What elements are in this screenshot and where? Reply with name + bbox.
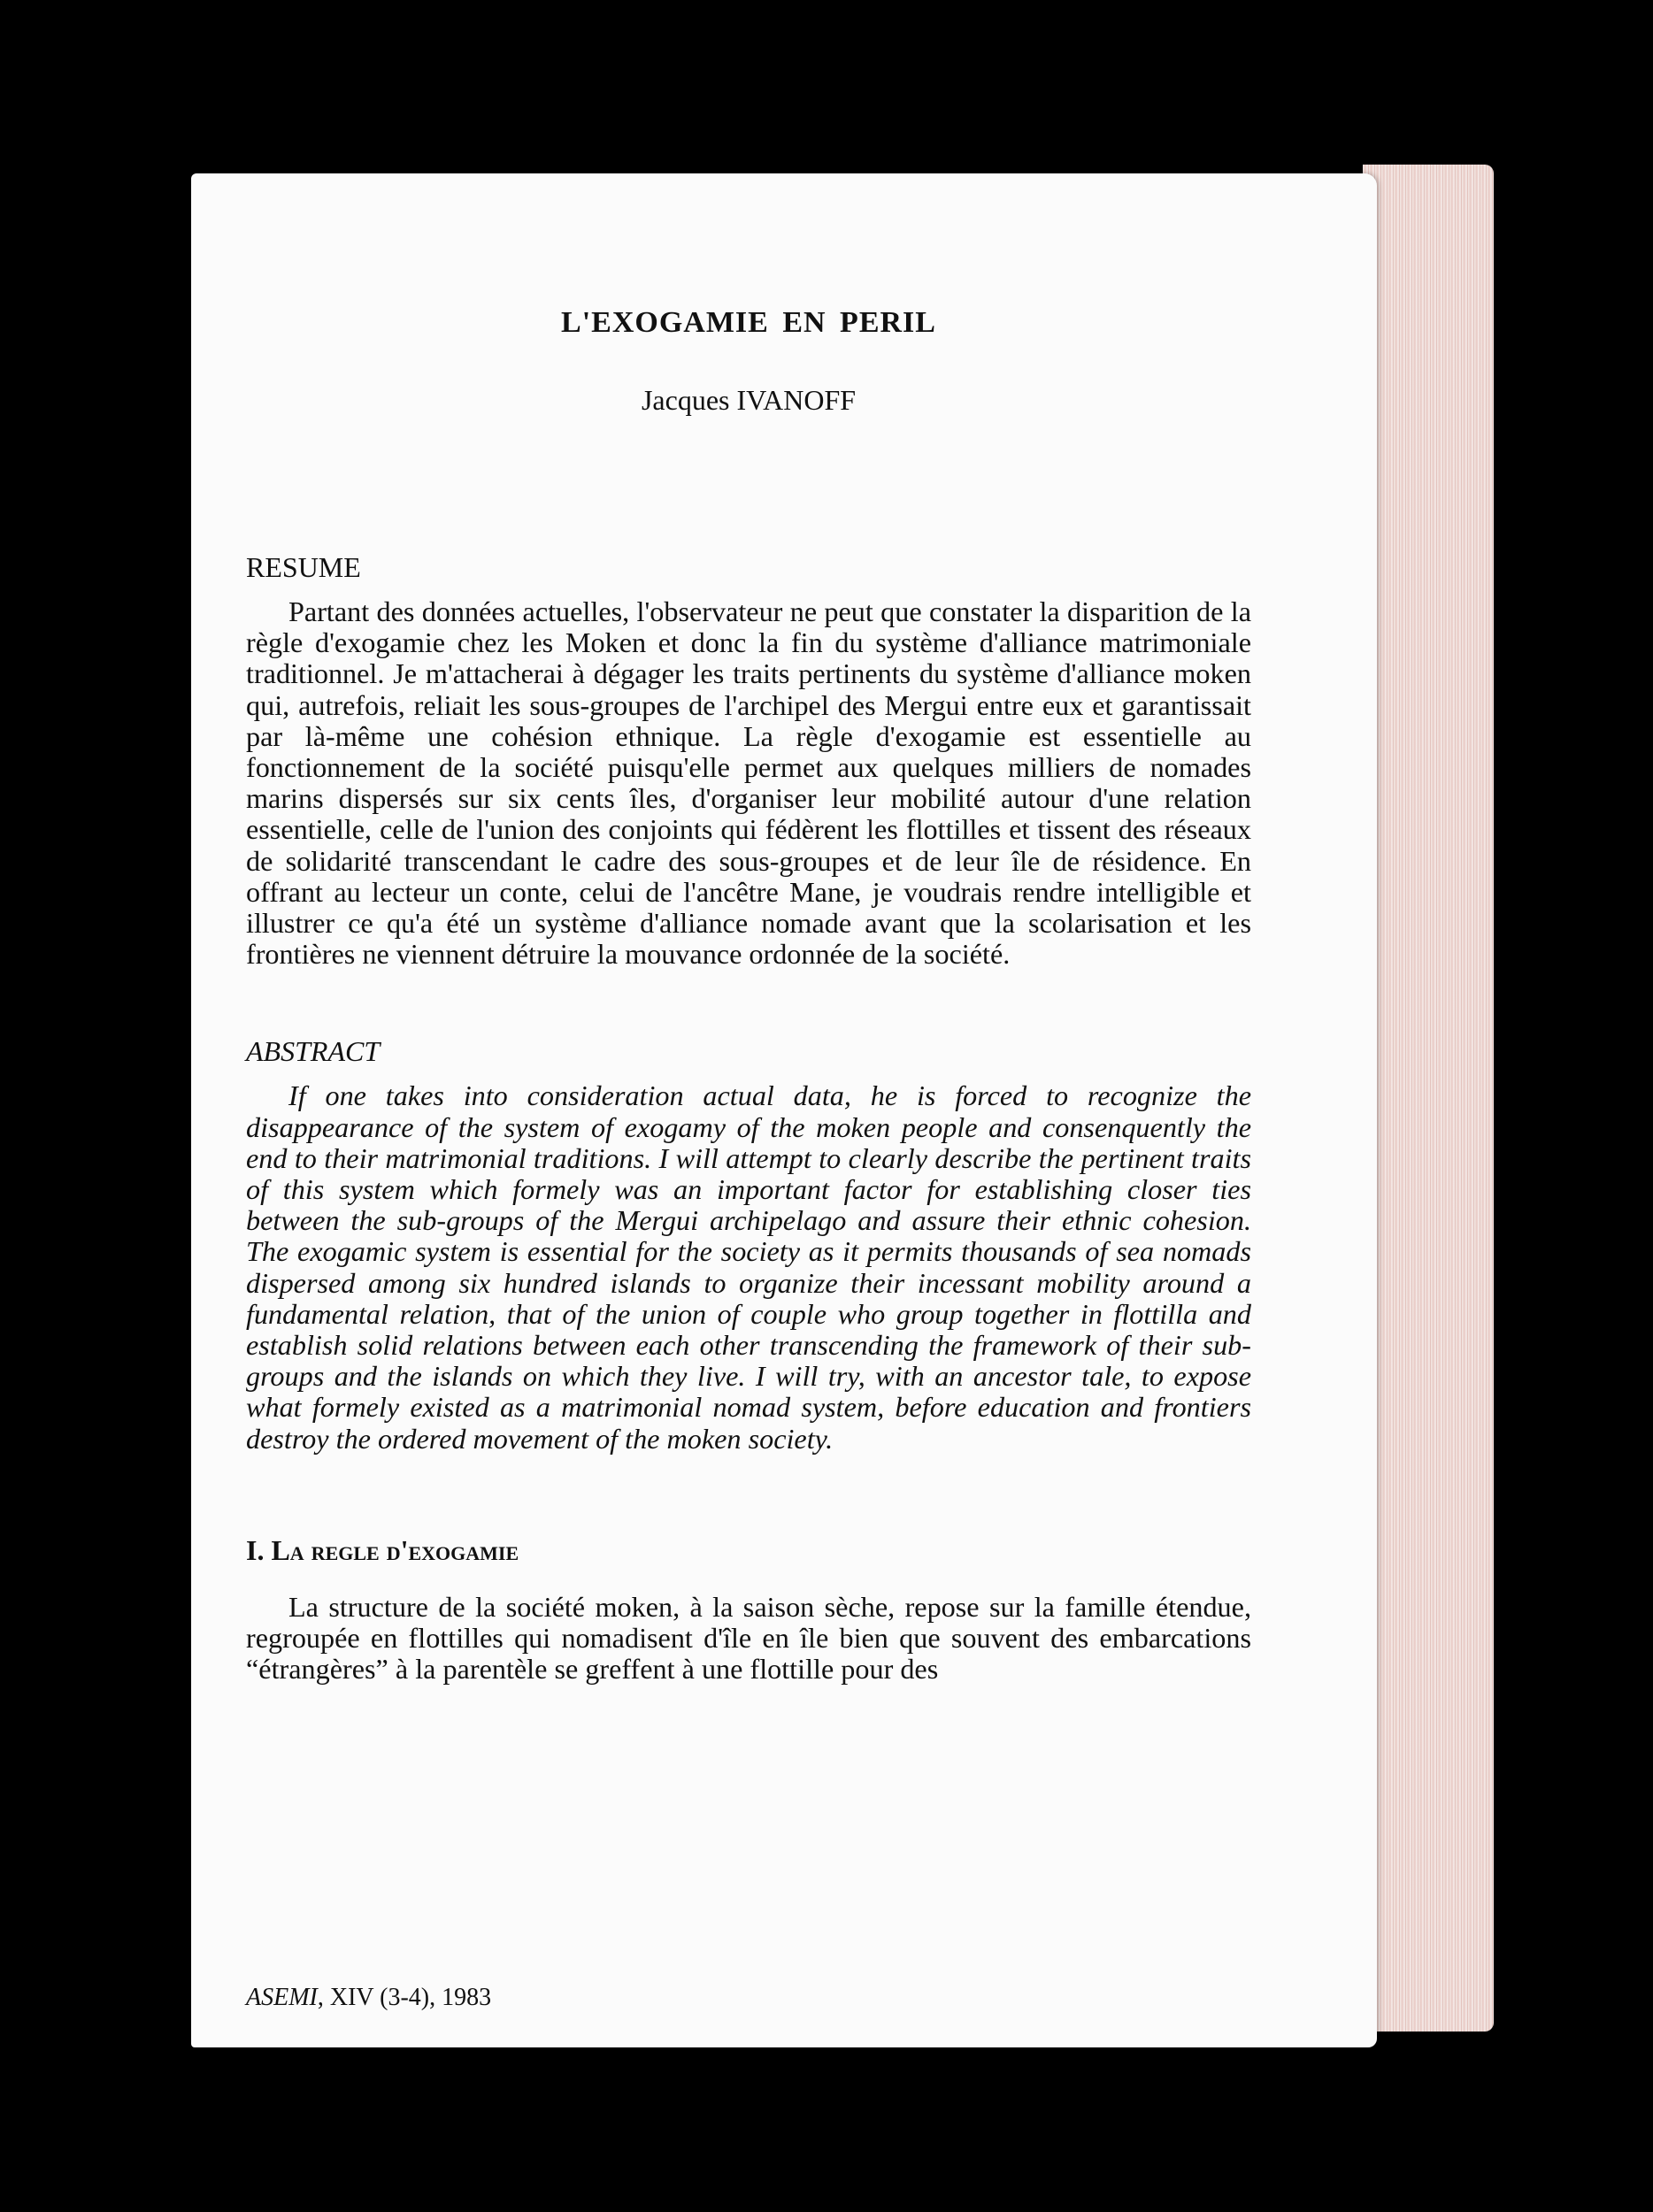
page-footer [246,1984,491,2012]
journal-issue: , XIV (3-4), 1983 [317,1984,492,2011]
page-body [246,306,1251,1685]
journal-name: ASEMI [246,1984,318,2011]
abstract-label: ABSTRACT [246,1035,381,1068]
article-title: L'EXOGAMIE EN PERIL [561,306,936,339]
section-heading: I. La regle d'exogamie [246,1533,519,1566]
resume-label: RESUME [246,551,361,583]
book-page [191,173,1377,2047]
article-author: Jacques IVANOFF [641,384,857,416]
section-paragraph: La structure de la société moken, à la saison sèche, repose sur la famille étendue, regroupée en flottilles qui nomadisent d'île en île bien que souvent des embarcations “étrangères” à la parentèle se greffent à une flottille pour des [246,1590,1251,1686]
resume-paragraph: Partant des données actuelles, l'observateur ne peut que constater la disparition de la règle d'exogamie chez les Moken et donc la fin du système d'alliance matrimoniale traditionnel. Je m'attacherai à dégager les traits pertinents du système d'alliance moken qui, autrefois, reliait les sous-groupes de l'archipel des Mergui entre eux et garantissait par là-même une cohésion ethnique. La règle d'exogamie est essentielle au fonctionnement de la société puisqu'elle permet aux quelques milliers de nomades marins dispersés sur six cents îles, d'organiser leur mobilité autour d'une relation essentielle, celle de l'union des conjoints qui fédèrent les flottilles et tissent des réseaux de solidarité transcendant le cadre des sous-groupes et de leur île de résidence. En offrant au lecteur un conte, celui de l'ancêtre Mane, je voudrais rendre intelligible et illustrer ce qu'a été un système d'alliance nomade avant que la scolarisation et les frontières ne viennent détruire la mouvance ordonnée de la société. [246,595,1251,971]
abstract-paragraph: If one takes into consideration actual data, he is forced to recognize the disappearance of the system of exogamy of the moken people and consenquently the end to their matrimonial traditions. I will attempt to clearly describe the pertinent traits of this system which formely was an important factor for establishing closer ties between the sub-groups of the Mergui archipelago and assure their ethnic cohesion. The exogamic system is essential for the society as it permits thousands of sea nomads dispersed among six hundred islands to organize their incessant mobility around a fundamental relation, that of the union of couple who group together in flottilla and establish solid relations between each other transcending the framework of their sub-groups and the islands on which they live. I will try, with an ancestor tale, to expose what formely existed as a matrimonial nomad system, before education and frontiers destroy the ordered movement of the moken society. [246,1079,1251,1455]
page-edges [1363,165,1494,2032]
